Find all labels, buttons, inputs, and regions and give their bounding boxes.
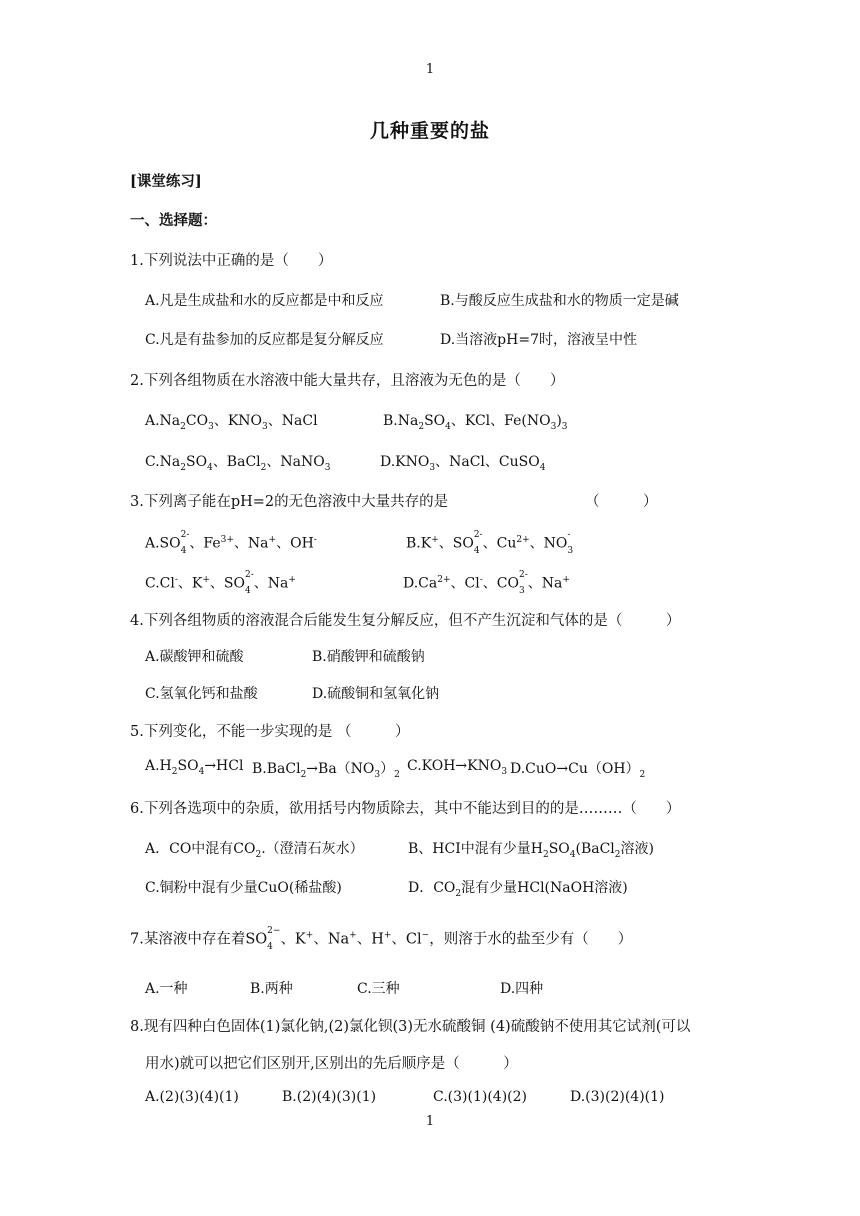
question-3-paren: （ ）: [585, 494, 658, 510]
part-heading: 一、选择题：: [130, 212, 217, 229]
question-5-option-d: $D.CuO\to Cu(OH)_2$: [510, 761, 646, 780]
question-3-option-d: $D.Ca^{2+}$、Cl-、$CO^{2-}$ $_3$ 、Na+: [403, 570, 570, 596]
question-8-stem-line-1: 8.现有四种白色固体(1)氯化钠,(2)氯化钡(3)无水硫酸铜 (4)硫酸钠不使用其它试剂(可以: [130, 1019, 691, 1035]
question-8-option-a: A.(2)(3)(4)(1): [145, 1089, 239, 1105]
question-2-option-d: $D.KNO_3$、NaCl、CuSO$_4$: [380, 454, 546, 473]
question-6-option-a: A．CO中混有$CO_2$.（澄清石灰水）: [145, 841, 364, 860]
question-7-stem: 7.某溶液中存在着$SO^{2-}$ $_4$ 、K+、Na+、H+、Cl−，则溶于水的盐至少有（ ）: [130, 926, 633, 952]
question-5-option-b: $B.BaCl_2\to Ba(NO_3)_2$: [252, 761, 400, 780]
page-number-bottom: 1: [425, 1114, 435, 1129]
question-2-option-c: $C.Na_2SO_4$、BaCl$_2$、NaNO$_3$: [145, 454, 331, 473]
question-6-option-c: C.铜粉中混有少量CuO(稀盐酸): [145, 880, 342, 896]
question-8-option-d: D.(3)(2)(4)(1): [570, 1089, 665, 1105]
question-4-option-d: D.硫酸铜和氢氧化钠: [312, 686, 440, 702]
question-5-stem: 5.下列变化，不能一步实现的是 （ ）: [130, 724, 410, 740]
sulfate-ion-notation: $^{2-}$ $_4$: [267, 926, 281, 952]
question-1-option-d: D.当溶液pH=7时，溶液呈中性: [440, 332, 637, 348]
question-5-option-a: $A.H_2SO_4\to HCl$: [145, 758, 244, 777]
question-8-option-c: C.(3)(1)(4)(2): [433, 1089, 527, 1105]
question-1-option-b: B.与酸反应生成盐和水的物质一定是碱: [440, 293, 679, 309]
question-1-stem: 1.下列说法中正确的是（ ）: [130, 253, 333, 269]
question-6-option-d: D．$CO_2$混有少量HCl(NaOH溶液): [408, 880, 628, 899]
page-number-top: 1: [425, 62, 435, 77]
question-6-option-b: B、HCI中混有少量$H_2SO_4(BaCl_2$溶液): [408, 841, 654, 860]
question-5-option-c: $C.KOH\to KNO_3$: [407, 758, 508, 777]
question-3-option-c: C.Cl-、K+、$SO^{2-}$ $_4$ 、Na+: [145, 570, 296, 596]
question-7-option-a: A.一种: [145, 981, 188, 997]
question-3-option-a: $A.SO^{2-}$ $_4$ 、$Fe^{3+}$、Na+、OH-: [145, 530, 317, 556]
question-2-stem: 2.下列各组物质在水溶液中能大量共存，且溶液为无色的是（ ）: [130, 373, 565, 389]
question-4-stem: 4.下列各组物质的溶液混合后能发生复分解反应，但不产生沉淀和气体的是（ ）: [130, 613, 681, 629]
section-heading: [课堂练习]: [130, 173, 202, 190]
question-3-stem: 3.下列离子能在pH=2的无色溶液中大量共存的是: [130, 494, 449, 510]
question-7-option-d: D.四种: [500, 981, 544, 997]
question-4-option-a: A.碳酸钾和硫酸: [145, 649, 244, 665]
question-7-option-b: B.两种: [250, 981, 293, 997]
question-7-option-c: C.三种: [357, 981, 400, 997]
question-4-option-b: B.硝酸钾和硫酸钠: [312, 649, 425, 665]
question-6-stem: 6.下列各选项中的杂质，欲用括号内物质除去，其中不能达到目的的是………（ ）: [130, 801, 681, 817]
question-2-option-b: $B.Na_2SO_4$、KCl、$Fe(NO_3)_3$: [383, 413, 568, 432]
question-8-option-b: B.(2)(4)(3)(1): [282, 1089, 377, 1105]
question-4-option-c: C.氢氧化钙和盐酸: [145, 686, 258, 702]
question-1-option-c: C.凡是有盐参加的反应都是复分解反应: [145, 332, 384, 348]
question-2-option-a: $A.Na_2CO_3$、$KNO_3$、NaCl: [145, 413, 318, 432]
question-8-stem-line-2: 用水)就可以把它们区别开,区别出的先后顺序是（ ）: [145, 1056, 518, 1072]
document-title: 几种重要的盐: [369, 120, 490, 142]
question-3-option-b: B.K+、$SO^{2-}$ $_4$ 、$Cu^{2+}$、NO- $_3$: [406, 530, 574, 556]
question-1-option-a: A.凡是生成盐和水的反应都是中和反应: [145, 293, 384, 309]
